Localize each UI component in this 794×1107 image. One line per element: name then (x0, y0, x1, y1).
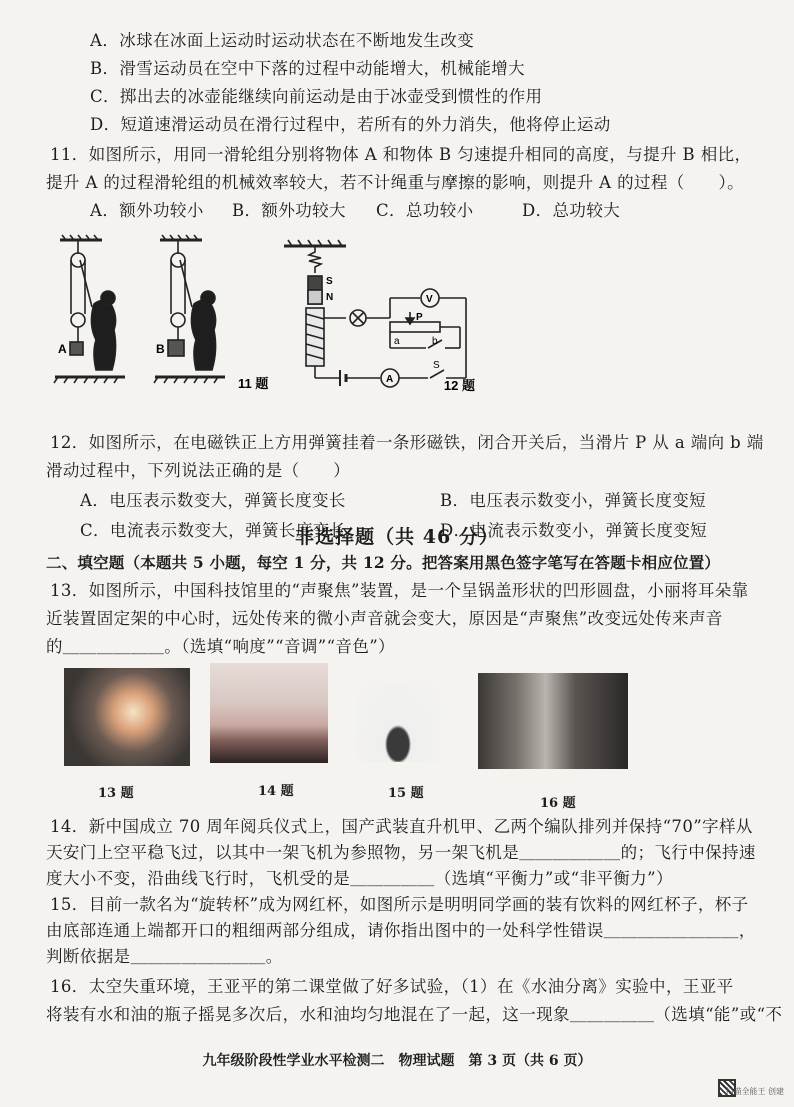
q16-line1: 16．太空失重环境，王亚平的第二课堂做了好多试验，（1）在《水油分离》实验中，王亚平 (50, 977, 734, 996)
pulley-b-label: B (156, 342, 165, 356)
switch-label: S (433, 360, 440, 371)
photo-caption-15: 15 题 (388, 786, 424, 801)
figure-11-12 (50, 232, 480, 397)
q15-line2: 由底部连通上端都开口的粗细两部分组成，请你指出图中的一处科学性错误＿＿＿＿＿＿＿＿， (46, 921, 756, 940)
q11-option-a: A．额外功较小 (90, 201, 204, 220)
photo-caption-13: 13 题 (98, 786, 134, 801)
slider-p-label: P (416, 312, 423, 323)
photo-rotating-cup (356, 682, 440, 762)
q12-line1: 12．如图所示，在电磁铁正上方用弹簧挂着一条形磁铁，闭合开关后，当滑片 P 从 a 端向 b 端 (50, 433, 764, 452)
q13-line1: 13．如图所示，中国科技馆里的“声聚焦”装置，是一个呈锅盖形状的凹形圆盘，小丽将耳朵靠 (50, 581, 749, 600)
pulley-system-a (54, 235, 125, 383)
q14-line1: 14．新中国成立 70 周年阅兵仪式上，国产武装直升机甲、乙两个编队排列并保持“70”字样从 (50, 817, 753, 836)
watermark-text: 扫描全能王 创建 (725, 1087, 784, 1096)
q10-option-a: A．冰球在冰面上运动时运动状态在不断地发生改变 (90, 31, 475, 50)
q11-option-d: D．总功较大 (522, 201, 621, 220)
q14-line3: 度大小不变，沿曲线飞行时，飞机受的是＿＿＿＿＿（选填“平衡力”或“非平衡力”） (46, 869, 673, 888)
q11-option-b: B．额外功较大 (232, 201, 346, 220)
photo-space-class (478, 673, 628, 769)
magnet-n-label: N (326, 292, 334, 303)
q11-line2: 提升 A 的过程滑轮组的机械效率较大，若不计绳重与摩擦的影响，则提升 A 的过程（ ）。 (46, 173, 745, 192)
q10-option-d: D．短道速滑运动员在滑行过程中，若所有的外力消失，他将停止运动 (90, 115, 611, 134)
q12-line2: 滑动过程中，下列说法正确的是（ ） (46, 461, 351, 480)
section-title: 非选择题（共 46 分） (295, 526, 499, 548)
section-2-heading: 二、填空题（本题共 5 小题，每空 1 分，共 12 分。把答案用黑色签字笔写在答题卡相应位置） (46, 553, 721, 572)
photo-parade-helicopters (210, 663, 328, 763)
pulley-system-b (154, 235, 225, 383)
photo-caption-14: 14 题 (258, 784, 294, 799)
figure-11-caption: 11 题 (238, 376, 269, 391)
pulley-a-label: A (58, 342, 67, 356)
ammeter-label: A (386, 374, 394, 385)
photo-caption-16: 16 题 (540, 796, 576, 811)
q10-option-c: C．掷出去的冰壶能继续向前运动是由于冰壶受到惯性的作用 (90, 87, 543, 106)
q15-line3: 判断依据是＿＿＿＿＿＿＿＿。 (46, 947, 283, 966)
q12-option-a: A．电压表示数变大，弹簧长度变长 (80, 491, 346, 510)
q14-line2: 天安门上空平稳飞过，以其中一架飞机为参照物，另一架飞机是＿＿＿＿＿＿的；飞行中保持速 (46, 843, 756, 862)
q11-option-c: C．总功较小 (376, 201, 474, 220)
q13-line2: 近装置固定架的中心时，远处传来的微小声音就会变大，原因是“声聚焦”改变远处传来声音 (46, 609, 723, 628)
end-a-label: a (394, 336, 400, 347)
page-footer: 九年级阶段性学业水平检测二 物理试题 第 3 页（共 6 页） (202, 1053, 592, 1069)
magnet-s-label: S (326, 276, 333, 287)
q13-line3: 的＿＿＿＿＿＿。（选填“响度”“音调”“音色”） (46, 637, 395, 656)
q10-option-b: B．滑雪运动员在空中下落的过程中动能增大，机械能增大 (90, 59, 526, 78)
q12-option-b: B．电压表示数变小，弹簧长度变短 (440, 491, 707, 510)
q12-option-d: D．电流表示数变小，弹簧长度变短 (440, 521, 708, 540)
photo-sound-focus (64, 668, 190, 766)
figure-12-caption: 12 题 (443, 378, 475, 393)
end-b-label: b (432, 336, 438, 347)
q16-line2: 将装有水和油的瓶子摇晃多次后，水和油均匀地混在了一起，这一现象＿＿＿＿＿（选填“能”或“不 (46, 1005, 783, 1024)
q11-line1: 11．如图所示，用同一滑轮组分别将物体 A 和物体 B 匀速提升相同的高度，与提升 B 相比， (50, 145, 752, 164)
q12-option-c: C．电流表示数变大，弹簧长度变长 (80, 521, 347, 540)
q15-line1: 15．目前一款名为“旋转杯”成为网红杯，如图所示是明明同学画的装有饮料的网红杯子，杯子 (50, 895, 749, 914)
voltmeter-label: V (426, 294, 433, 305)
